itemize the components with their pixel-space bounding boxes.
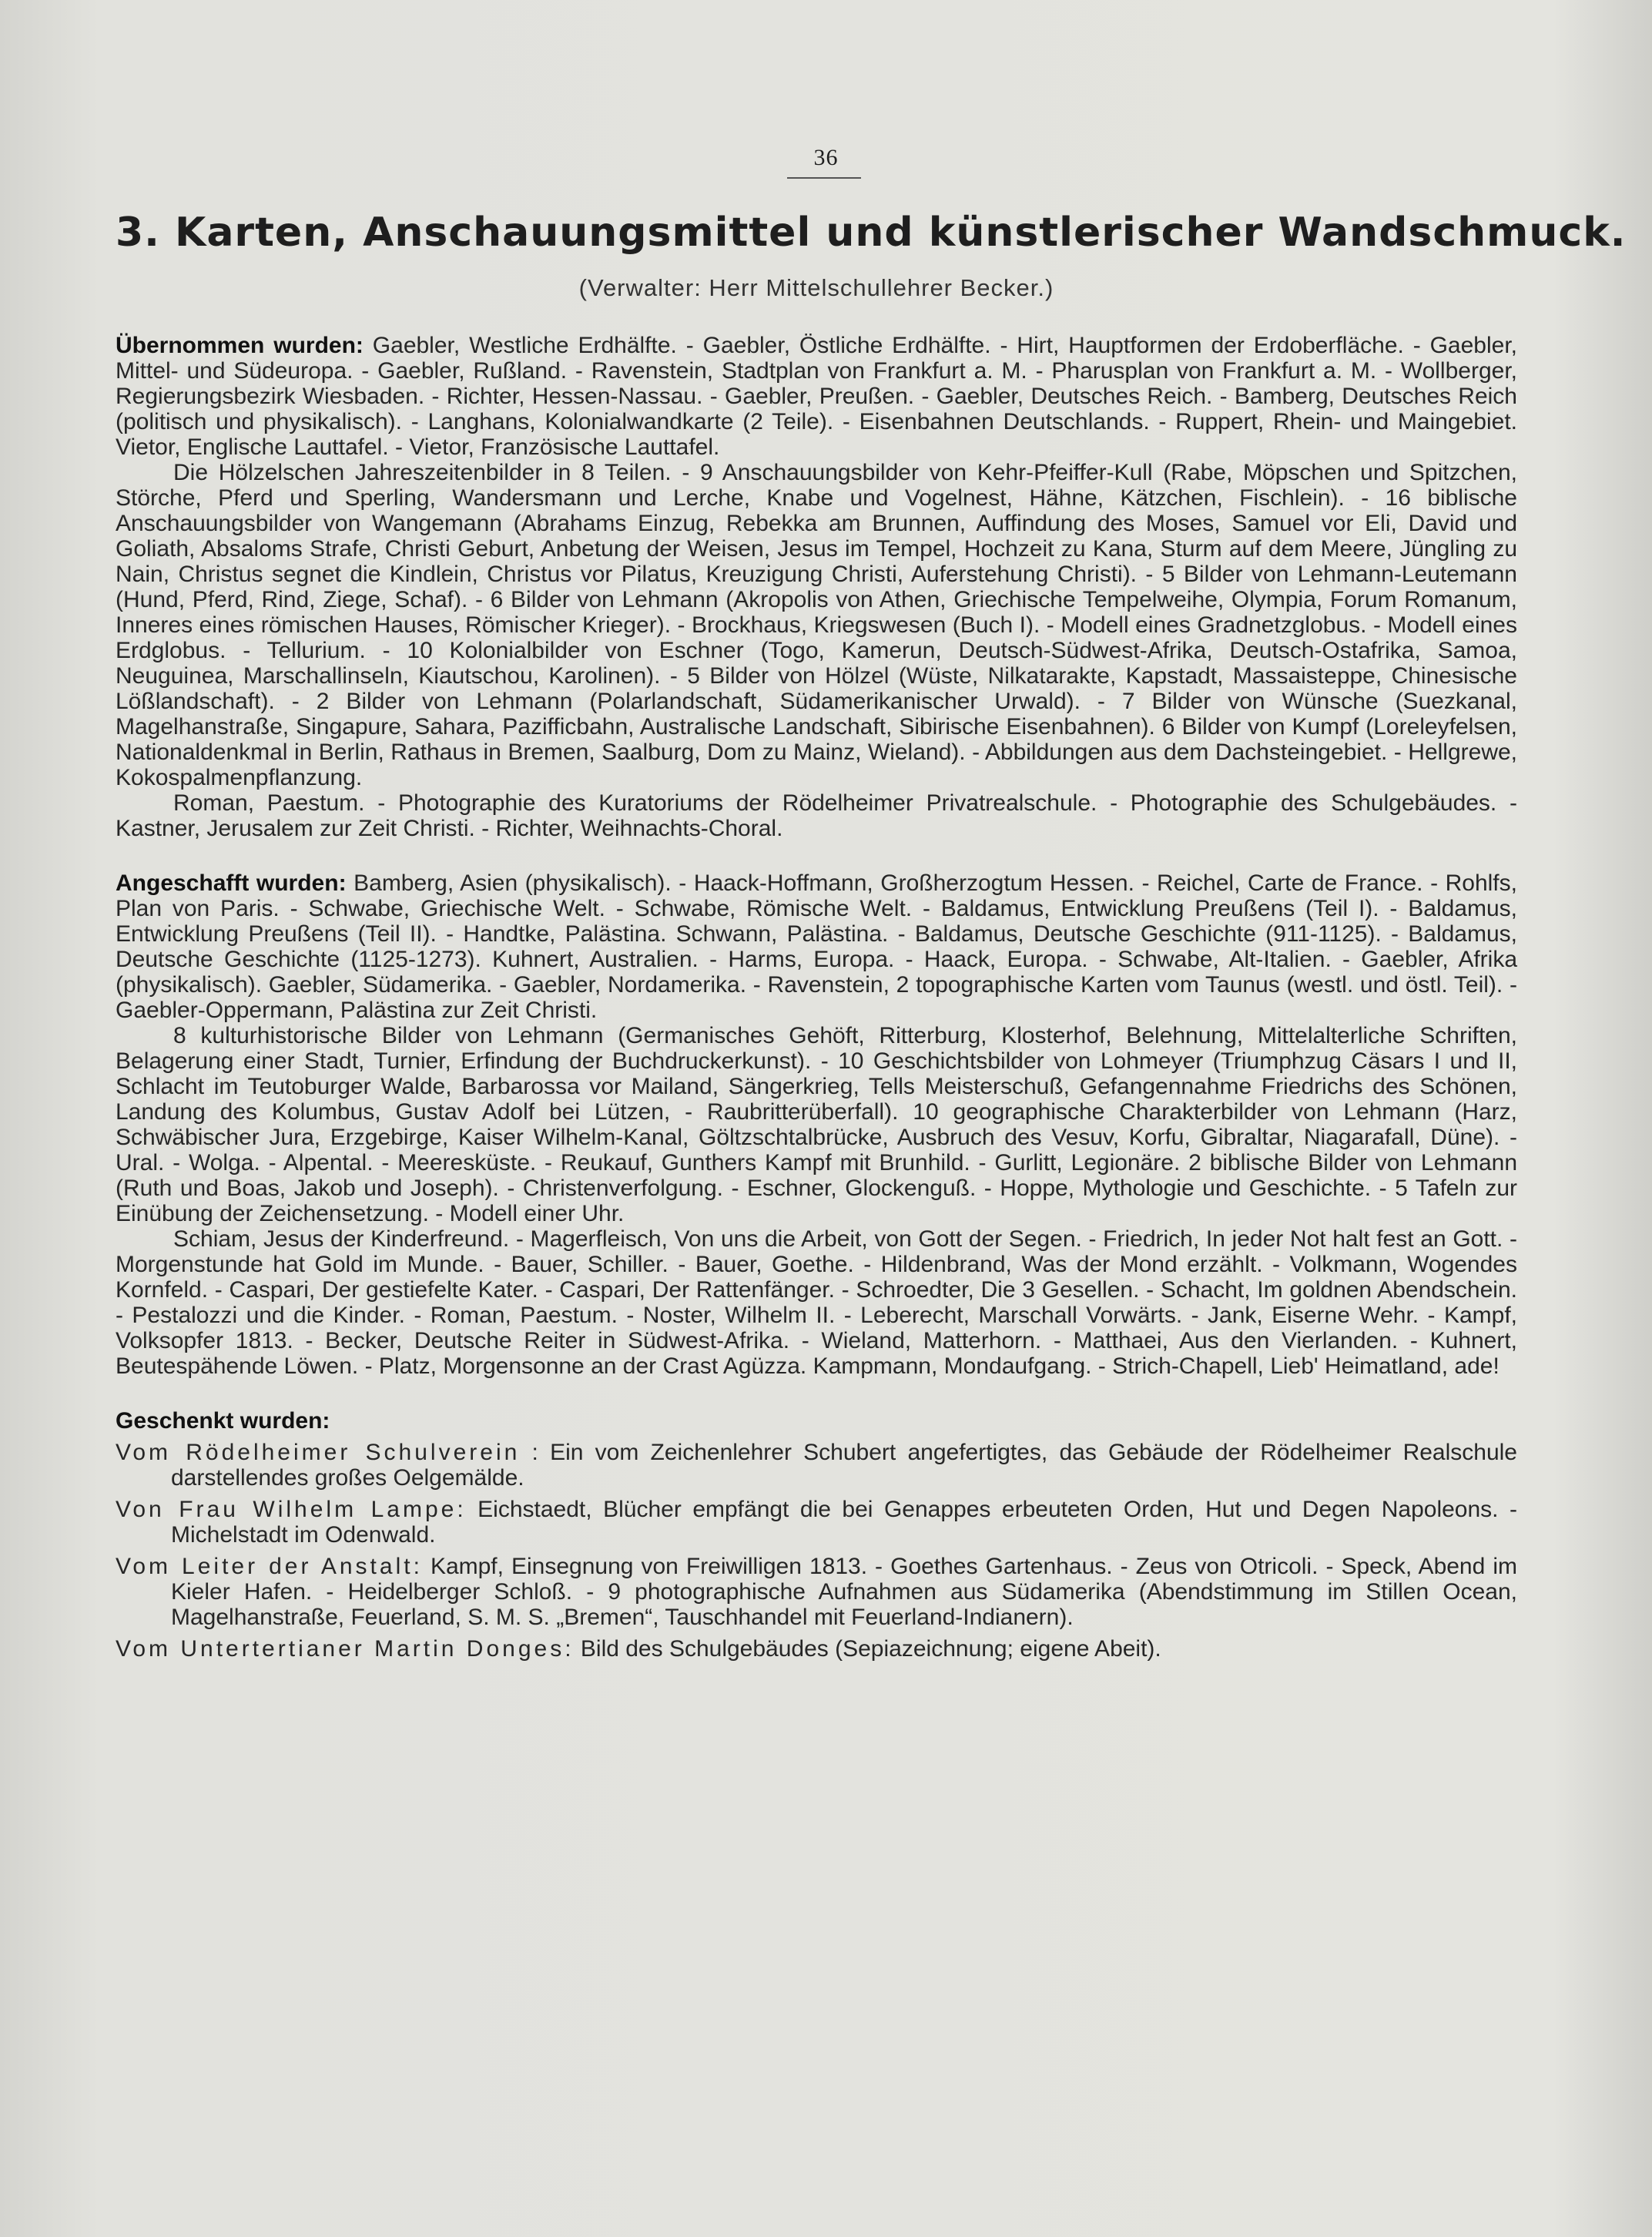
gift-entry [116,1440,1517,1491]
gift-text: Eichstaedt, Blücher empfängt die bei Genappes erbeuteten Orden, Hut und Degen Napoleons. - Michelstadt im Odenwald. [171,1497,1517,1548]
angeschafft-paragraph-1 [116,870,1517,1023]
gift-entry [116,1497,1517,1548]
document-body [116,333,1517,1662]
uebernommen-paragraph-3: Roman, Paestum. - Photographie des Kuratoriums der Rödelheimer Privatrealschule. - Photographie des Schulgebäudes. - Kastner, Jerusalem zur Zeit Christi. - Richter, Weihnachts-Choral. [116,790,1517,841]
gift-text: Kampf, Einsegnung von Freiwilligen 1813. - Goethes Gartenhaus. - Zeus von Otricoli. - Speck, Abend im Kieler Hafen. - Heidelberger Schloß. - 9 photographische Aufnahmen aus Südamerika (Abendstimmung im Stillen Ocean, Magelhanstraße, Feuerland, S. M. S. „Bremen“, Tauschhandel mit Feuerland-Indianern). [171,1554,1517,1630]
section-heading: 3. Karten, Anschauungsmittel und künstlerischer Wandschmuck. [116,210,1627,256]
gift-text: Bild des Schulgebäudes (Sepiazeichnung; eigene Abeit). [580,1636,1161,1662]
gift-text: : Ein vom Zeichenlehrer Schubert angefertigtes, das Gebäude der Rödelheimer Realschule darstellendes großes Oelgemälde. [171,1440,1517,1491]
uebernommen-paragraph-1 [116,333,1517,460]
gift-entry [116,1554,1517,1630]
uebernommen-paragraph-2: Die Hölzelschen Jahreszeitenbilder in 8 Teilen. - 9 Anschauungsbilder von Kehr-Pfeiffer-Kull (Rabe, Möpschen und Spitzchen, Störche, Pferd und Sperling, Wandersmann und Lerche, Knabe und Vogelnest, Hähne, Kätzchen, Fischlein). - 16 biblische Anschauungsbilder von Wangemann (Abrahams Einzug, Rebekka am Brunnen, Auffindung des Moses, Samuel vor Eli, David und Goliath, Absaloms Strafe, Christi Geburt, Anbetung der Weisen, Jesus im Tempel, Hochzeit zu Kana, Sturm auf dem Meere, Jüngling zu Nain, Christus segnet die Kindlein, Christus vor Pilatus, Kreuzigung Christi, Auferstehung Christi). - 5 Bilder von Lehmann-Leutemann (Hund, Pferd, Rind, Ziege, Schaf). - 6 Bilder von Lehmann (Akropolis von Athen, Griechische Tempelweihe, Olympia, Forum Romanum, Inneres eines römischen Hauses, Römischer Krieger). - Brockhaus, Kriegswesen (Buch I). - Modell eines Gradnetzglobus. - Modell eines Erdglobus. - Tellurium. - 10 Kolonialbilder von Eschner (Togo, Kamerun, Deutsch-Südwest-Afrika, Deutsch-Ostafrika, Samoa, Neuguinea, Marschallinseln, Kiautschou, Karolinen). - 5 Bilder von Hölzel (Wüste, Nilkatarakte, Kapstadt, Massaisteppe, Chinesische Lößlandschaft). - 2 Bilder von Lehmann (Polarlandschaft, Südamerikanischer Urwald). - 7 Bilder von Wünsche (Suezkanal, Magelhanstraße, Singapure, Sahara, Pazifficbahn, Australische Landschaft, Sibirische Eisenbahnen). 6 Bilder von Kumpf (Loreleyfelsen, Nationaldenkmal in Berlin, Rathaus in Bremen, Saalburg, Dom zu Mainz, Wieland). - Abbildungen aus dem Dachsteingebiet. - Hellgrewe, Kokospalmenpflanzung. [116,460,1517,790]
angeschafft-paragraph-3: Schiam, Jesus der Kinderfreund. - Magerfleisch, Von uns die Arbeit, von Gott der Segen. - Friedrich, In jeder Not halt fest an Gott. - Morgenstunde hat Gold im Munde. - Bauer, Schiller. - Bauer, Goethe. - Hildenbrand, Was der Mond erzählt. - Volkmann, Wogendes Kornfeld. - Caspari, Der gestiefelte Kater. - Caspari, Der Rattenfänger. - Schroedter, Die 3 Gesellen. - Schacht, Im goldnen Abendschein. - Pestalozzi und die Kinder. - Roman, Paestum. - Noster, Wilhelm II. - Leberecht, Marschall Vorwärts. - Jank, Eiserne Wehr. - Kampf, Volksopfer 1813. - Becker, Deutsche Reiter in Südwest-Afrika. - Wieland, Matterhorn. - Matthaei, Aus den Vierlanden. - Kuhnert, Beutespähende Löwen. - Platz, Morgensonne an der Crast Agüzza. Kampmann, Mondaufgang. - Strich-Chapell, Lieb' Heimatland, ade! [116,1226,1517,1379]
uebernommen-label: Übernommen wurden: [116,333,364,358]
uebernommen-text-1: Gaebler, Westliche Erdhälfte. - Gaebler, Östliche Erdhälfte. - Hirt, Hauptformen der Erdoberfläche. - Gaebler, Mittel- und Südeuropa. - Gaebler, Rußland. - Ravenstein, Stadtplan von Frankfurt a. M. - Pharusplan von Frankfurt a. M. - Wollberger, Regierungsbezirk Wiesbaden. - Richter, Hessen-Nassau. - Gaebler, Preußen. - Gaebler, Deutsches Reich. - Bamberg, Deutsches Reich (politisch und physikalisch). - Langhans, Kolonialwandkarte (2 Teile). - Eisenbahnen Deutschlands. - Ruppert, Rhein- und Maingebiet. Vietor, Englische Lauttafel. - Vietor, Französische Lauttafel. [116,333,1517,460]
angeschafft-text-1: Bamberg, Asien (physikalisch). - Haack-Hoffmann, Großherzogtum Hessen. - Reichel, Carte de France. - Rohlfs, Plan von Paris. - Schwabe, Griechische Welt. - Schwabe, Römische Welt. - Baldamus, Entwicklung Preußens (Teil I). - Baldamus, Entwicklung Preußens (Teil II). - Handtke, Palästina. Schwann, Palästina. - Baldamus, Deutsche Geschichte (911-1125). - Baldamus, Deutsche Geschichte (1125-1273). Kuhnert, Australien. - Harms, Europa. - Haack, Europa. - Schwabe, Alt-Italien. - Gaebler, Afrika (physikalisch). Gaebler, Südamerika. - Gaebler, Nordamerika. - Ravenstein, 2 topographische Karten vom Taunus (westl. und östl. Teil). - Gaebler-Oppermann, Palästina zur Zeit Christi. [116,870,1517,1023]
page-number: 36 [813,145,839,170]
gift-entry [116,1636,1517,1662]
geschenkt-label: Geschenkt wurden: [116,1408,330,1434]
page-number-rule [787,177,861,179]
section-subheading: (Verwalter: Herr Mittelschullehrer Becker.) [578,274,1054,301]
gift-donor: Von Frau Wilhelm Lampe: [116,1497,467,1522]
geschenkt-heading [116,1408,1517,1434]
gift-donor: Vom Leiter der Anstalt: [116,1554,423,1579]
angeschafft-label: Angeschafft wurden: [116,870,347,896]
angeschafft-paragraph-2: 8 kulturhistorische Bilder von Lehmann (Germanisches Gehöft, Ritterburg, Klosterhof, Belehnung, Mittelalterliche Schriften, Belagerung einer Stadt, Turnier, Erfindung der Buchdruckerkunst). - 10 Geschichtsbilder von Lohmeyer (Triumphzug Cäsars I und II, Schlacht im Teutoburger Walde, Barbarossa vor Mailand, Sängerkrieg, Tells Meisterschuß, Gefangennahme Friedrichs des Schönen, Landung des Kolumbus, Gustav Adolf bei Lützen, - Raubritterüberfall). 10 geographische Charakterbilder von Lehmann (Harz, Schwäbischer Jura, Erzgebirge, Kaiser Wilhelm-Kanal, Göltzschtalbrücke, Ausbruch des Vesuv, Korfu, Gibraltar, Niagarafall, Düne). - Ural. - Wolga. - Alpental. - Meeresküste. - Reukauf, Gunthers Kampf mit Brunhild. - Gurlitt, Legionäre. 2 biblische Bilder von Lehmann (Ruth und Boas, Jakob und Joseph). - Christenverfolgung. - Eschner, Glockenguß. - Hoppe, Mythologie und Geschichte. - 5 Tafeln zur Einübung der Zeichensetzung. - Modell einer Uhr. [116,1023,1517,1226]
gift-donor: Vom Untertertianer Martin Donges: [116,1636,575,1662]
gift-donor: Vom Rödelheimer Schulverein [116,1440,521,1465]
